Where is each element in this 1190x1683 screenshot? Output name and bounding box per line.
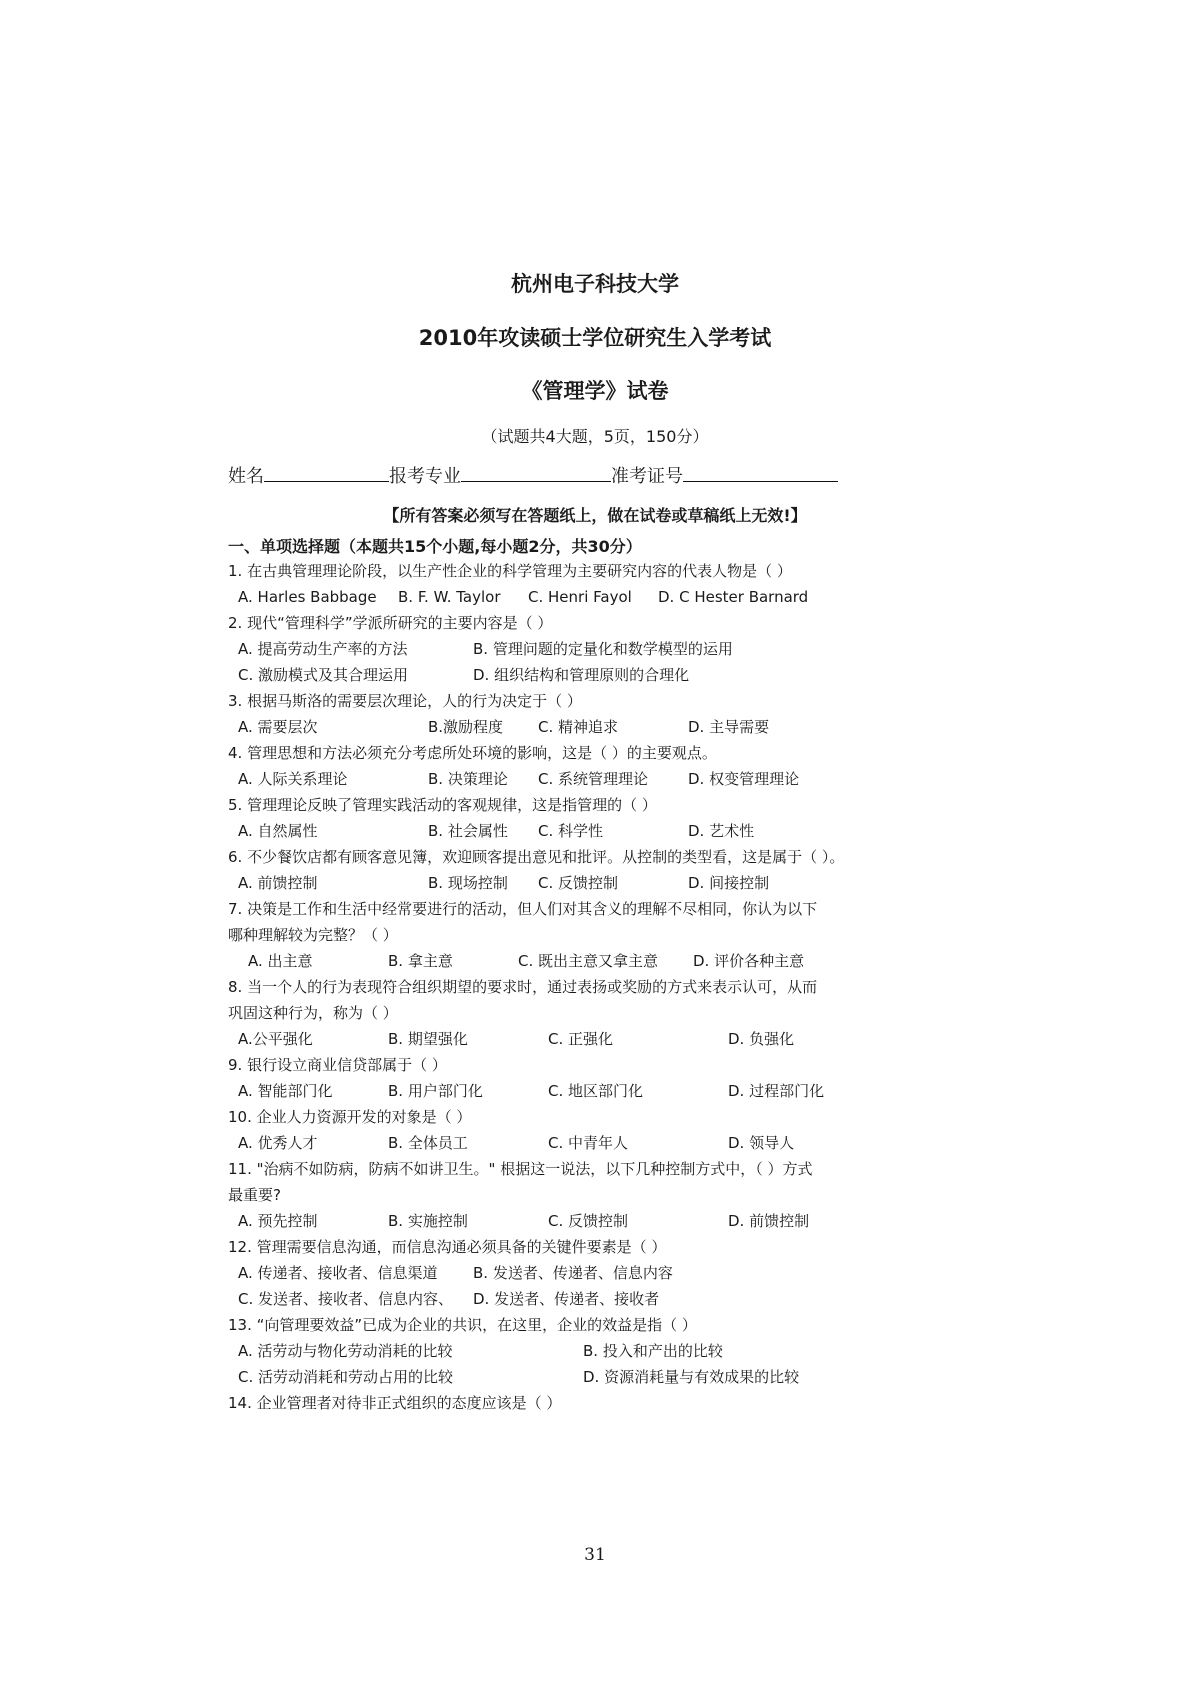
question-10 bbox=[228, 1104, 928, 1130]
option-row bbox=[228, 948, 928, 974]
option-d: D. 艺术性 bbox=[688, 822, 755, 840]
question-9 bbox=[228, 1052, 928, 1078]
option-c: C. 激励模式及其合理运用 bbox=[238, 666, 409, 684]
option-d: D. 发送者、传递者、接收者 bbox=[473, 1290, 660, 1308]
question-13 bbox=[228, 1312, 928, 1338]
option-row bbox=[228, 662, 928, 688]
option-b: B.激励程度 bbox=[428, 718, 504, 736]
major-blank bbox=[461, 463, 611, 482]
option-b: B. 用户部门化 bbox=[388, 1082, 483, 1100]
option-d: D. 领导人 bbox=[728, 1134, 795, 1152]
option-row bbox=[228, 1364, 928, 1390]
option-d: D. C Hester Barnard bbox=[658, 588, 809, 606]
question-8 bbox=[228, 974, 928, 1026]
name-label: 姓名 bbox=[228, 466, 264, 487]
question-11 bbox=[228, 1156, 928, 1208]
page-number: 31 bbox=[584, 1545, 606, 1565]
option-a: A. 人际关系理论 bbox=[238, 770, 348, 788]
option-row bbox=[228, 636, 928, 662]
option-d: D. 间接控制 bbox=[688, 874, 770, 892]
option-a: A. 预先控制 bbox=[238, 1212, 318, 1230]
question-stem: 12. 管理需要信息沟通，而信息沟通必须具备的关键件要素是（ ） bbox=[228, 1238, 667, 1256]
option-c: C. 发送者、接收者、信息内容、 bbox=[238, 1290, 454, 1308]
option-b: B. 投入和产出的比较 bbox=[583, 1342, 723, 1360]
option-a: A. 自然属性 bbox=[238, 822, 318, 840]
name-blank bbox=[264, 463, 389, 482]
option-d: D. 过程部门化 bbox=[728, 1082, 825, 1100]
option-d: D. 组织结构和管理原则的合理化 bbox=[473, 666, 690, 684]
option-d: D. 前馈控制 bbox=[728, 1212, 810, 1230]
option-a: A. 优秀人才 bbox=[238, 1134, 318, 1152]
question-14 bbox=[228, 1390, 928, 1416]
question-stem: 5. 管理理论反映了管理实践活动的客观规律，这是指管理的（ ） bbox=[228, 796, 657, 814]
id-label: 准考证号 bbox=[611, 466, 683, 487]
question-stem: 1. 在古典管理理论阶段，以生产性企业的科学管理为主要研究内容的代表人物是（ ） bbox=[228, 562, 792, 580]
exam-info: （试题共4大题，5页，150分） bbox=[481, 427, 709, 446]
option-d: D. 评价各种主意 bbox=[693, 952, 805, 970]
option-c: C. 系统管理理论 bbox=[538, 770, 649, 788]
option-c: C. 地区部门化 bbox=[548, 1082, 644, 1100]
question-12 bbox=[228, 1234, 928, 1260]
question-stem: 10. 企业人力资源开发的对象是（ ） bbox=[228, 1108, 472, 1126]
option-b: B. 拿主意 bbox=[388, 952, 453, 970]
question-stem: 6. 不少餐饮店都有顾客意见簿，欢迎顾客提出意见和批评。从控制的类型看，这是属于（ ）。 bbox=[228, 848, 845, 866]
option-a: A. 需要层次 bbox=[238, 718, 318, 736]
option-c: C. 反馈控制 bbox=[548, 1212, 629, 1230]
option-b: B. 发送者、传递者、信息内容 bbox=[473, 1264, 673, 1282]
option-a: A. 活劳动与物化劳动消耗的比较 bbox=[238, 1342, 453, 1360]
question-4 bbox=[228, 740, 928, 766]
option-d: D. 主导需要 bbox=[688, 718, 770, 736]
option-row bbox=[228, 1338, 928, 1364]
option-c: C. 科学性 bbox=[538, 822, 604, 840]
exam-title: 2010年攻读硕士学位研究生入学考试 bbox=[418, 326, 772, 350]
option-d: D. 资源消耗量与有效成果的比较 bbox=[583, 1368, 800, 1386]
question-stem-continued: 巩固这种行为，称为（ ） bbox=[228, 1004, 398, 1022]
option-d: D. 权变管理理论 bbox=[688, 770, 800, 788]
option-b: B. F. W. Taylor bbox=[398, 588, 501, 606]
question-stem: 11. "治病不如防病，防病不如讲卫生。" 根据这一说法，以下几种控制方式中，（ ）方式 bbox=[228, 1160, 813, 1178]
option-row bbox=[228, 1026, 928, 1052]
candidate-fields bbox=[228, 462, 838, 488]
option-b: B. 全体员工 bbox=[388, 1134, 468, 1152]
option-a: A. 出主意 bbox=[248, 952, 313, 970]
option-row bbox=[228, 1078, 928, 1104]
question-2 bbox=[228, 610, 928, 636]
university-title: 杭州电子科技大学 bbox=[511, 272, 679, 296]
option-row bbox=[228, 870, 928, 896]
option-row bbox=[228, 584, 928, 610]
section-title: 一、单项选择题（本题共15个小题,每小题2分，共30分） bbox=[228, 537, 642, 556]
question-stem: 9. 银行设立商业信贷部属于（ ） bbox=[228, 1056, 447, 1074]
paper-title: 《管理学》试卷 bbox=[521, 379, 669, 403]
major-label: 报考专业 bbox=[389, 466, 461, 487]
option-row bbox=[228, 1208, 928, 1234]
option-c: C. 正强化 bbox=[548, 1030, 614, 1048]
option-row bbox=[228, 1286, 928, 1312]
option-a: A. Harles Babbage bbox=[238, 588, 377, 606]
option-d: D. 负强化 bbox=[728, 1030, 795, 1048]
question-stem-continued: 哪种理解较为完整？（ ） bbox=[228, 926, 398, 944]
option-row bbox=[228, 766, 928, 792]
option-c: C. 活劳动消耗和劳动占用的比较 bbox=[238, 1368, 454, 1386]
option-row bbox=[228, 714, 928, 740]
option-a: A. 提高劳动生产率的方法 bbox=[238, 640, 408, 658]
option-c: C. 中青年人 bbox=[548, 1134, 629, 1152]
option-c: C. 既出主意又拿主意 bbox=[518, 952, 659, 970]
option-row bbox=[228, 818, 928, 844]
question-6 bbox=[228, 844, 928, 870]
question-stem: 14. 企业管理者对待非正式组织的态度应该是（ ） bbox=[228, 1394, 562, 1412]
option-c: C. 精神追求 bbox=[538, 718, 619, 736]
option-b: B. 期望强化 bbox=[388, 1030, 468, 1048]
option-b: B. 实施控制 bbox=[388, 1212, 468, 1230]
option-b: B. 社会属性 bbox=[428, 822, 508, 840]
option-c: C. 反馈控制 bbox=[538, 874, 619, 892]
question-1 bbox=[228, 558, 928, 584]
option-b: B. 现场控制 bbox=[428, 874, 508, 892]
option-b: B. 决策理论 bbox=[428, 770, 508, 788]
id-blank bbox=[683, 463, 838, 482]
question-stem: 2. 现代“管理科学”学派所研究的主要内容是（ ） bbox=[228, 614, 553, 632]
option-a: A.公平强化 bbox=[238, 1030, 313, 1048]
option-b: B. 管理问题的定量化和数学模型的运用 bbox=[473, 640, 733, 658]
question-stem: 3. 根据马斯洛的需要层次理论，人的行为决定于（ ） bbox=[228, 692, 582, 710]
option-a: A. 传递者、接收者、信息渠道 bbox=[238, 1264, 438, 1282]
question-7 bbox=[228, 896, 928, 948]
question-stem: 8. 当一个人的行为表现符合组织期望的要求时，通过表扬或奖励的方式来表示认可，从而 bbox=[228, 978, 818, 996]
question-stem: 4. 管理思想和方法必须充分考虑所处环境的影响，这是（ ）的主要观点。 bbox=[228, 744, 717, 762]
option-row bbox=[228, 1130, 928, 1156]
question-stem: 7. 决策是工作和生活中经常要进行的活动，但人们对其含义的理解不尽相同，你认为以下 bbox=[228, 900, 818, 918]
question-stem-continued: 最重要? bbox=[228, 1186, 281, 1204]
question-list bbox=[228, 558, 928, 1416]
option-row bbox=[228, 1260, 928, 1286]
question-stem: 13. “向管理要效益”已成为企业的共识，在这里，企业的效益是指（ ） bbox=[228, 1316, 697, 1334]
question-5 bbox=[228, 792, 928, 818]
notice: 【所有答案必须写在答题纸上，做在试卷或草稿纸上无效!】 bbox=[383, 506, 807, 525]
option-a: A. 智能部门化 bbox=[238, 1082, 333, 1100]
option-a: A. 前馈控制 bbox=[238, 874, 318, 892]
option-c: C. Henri Fayol bbox=[528, 588, 632, 606]
question-3 bbox=[228, 688, 928, 714]
